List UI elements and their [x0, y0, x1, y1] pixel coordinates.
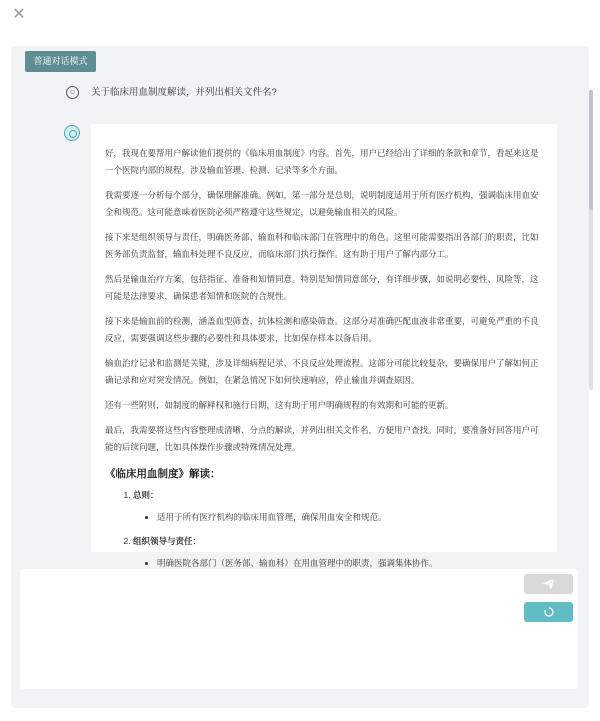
- section-title: 组织领导与责任：: [133, 536, 202, 546]
- reasoning-paragraph: 输血治疗记录和监测是关键，涉及详细病程记录、不良反应处理流程。这部分可能比较复杂，要确保用户了解如何正确记录和应对突发情况。例如，在紧急情况下如何快速响应，停止输血并调查原因。: [105, 358, 539, 385]
- send-icon: [542, 578, 555, 590]
- close-icon[interactable]: ✕: [12, 6, 26, 23]
- reasoning-paragraph: 还有一些附则，如制度的解释权和施行日期，这有助于用户明确规程的有效期和可能的更新。: [105, 400, 454, 410]
- loading-icon: [544, 607, 554, 617]
- stop-button[interactable]: [524, 602, 573, 622]
- user-avatar-icon: ☺: [66, 86, 79, 99]
- reasoning-paragraph: 最后，我需要将这些内容整理成清晰、分点的解读，并列出相关文件名，方便用户查找。同时，要准备好回答用户可能的后续问题，比如具体操作步骤或特殊情况处理。: [105, 425, 539, 452]
- send-button[interactable]: [524, 574, 573, 594]
- section-bullet: • 明确医院各部门（医务部、输血科）在用血管理中的职责，强调集体协作。: [157, 553, 543, 573]
- reasoning-paragraph: 接下来是输血前的检测，涵盖血型筛查、抗体检测和感染筛查。这部分对准确匹配血液非常重要，可避免严重的不良反应，需要强调这些步骤的必要性和具体要求，比如保存样本以备后用。: [105, 316, 539, 343]
- answer-section: [133, 531, 543, 573]
- scrollbar-thumb[interactable]: [589, 90, 593, 210]
- reasoning-paragraph: 接下来是组织领导与责任，明确医务部、输血科和临床部门在管理中的角色。这里可能需要指出各部门的职责，比如医务部负责监督，输血科处理不良反应，而临床部门执行操作。这有助于用户了解内部分工。: [105, 232, 539, 259]
- reasoning-paragraph: 我需要逐一分析每个部分，确保理解准确。例如，第一部分是总则，说明制度适用于所有医疗机构，强调临床用血安全和规范。这可能意味着医院必须严格遵守这些规定，以避免输血相关的风险。: [105, 190, 539, 217]
- answer-section-list: [105, 485, 543, 573]
- message-composer: [20, 569, 578, 689]
- answer-heading: 《临床用血制度》解读：: [105, 468, 221, 480]
- section-bullet: • 适用于所有医疗机构的临床用血管理，确保用血安全和规范。: [157, 507, 543, 527]
- assistant-avatar-icon: [64, 125, 80, 141]
- assistant-answer: [91, 124, 557, 568]
- reasoning-paragraph: 然后是输血治疗方案，包括指征、准备和知情同意。特别是知情同意部分，有详细步骤，如说明必要性、风险等，这可能是法律要求，确保患者知情和医院的合规性。: [105, 274, 539, 301]
- user-question: 关于临床用血制度解读，并列出相关文件名?: [91, 87, 277, 98]
- answer-section: [133, 485, 543, 527]
- message-input[interactable]: [30, 579, 514, 683]
- mode-tag[interactable]: 普通对话模式: [25, 51, 96, 72]
- reasoning-paragraph: 好，我现在要帮用户解读他们提供的《临床用血制度》内容。首先，用户已经给出了详细的条款和章节，看起来这是一个医院内部的规程，涉及输血管理、检测、记录等多个方面。: [105, 148, 539, 175]
- section-title: 总则：: [133, 490, 159, 500]
- section-bullets: [133, 507, 543, 527]
